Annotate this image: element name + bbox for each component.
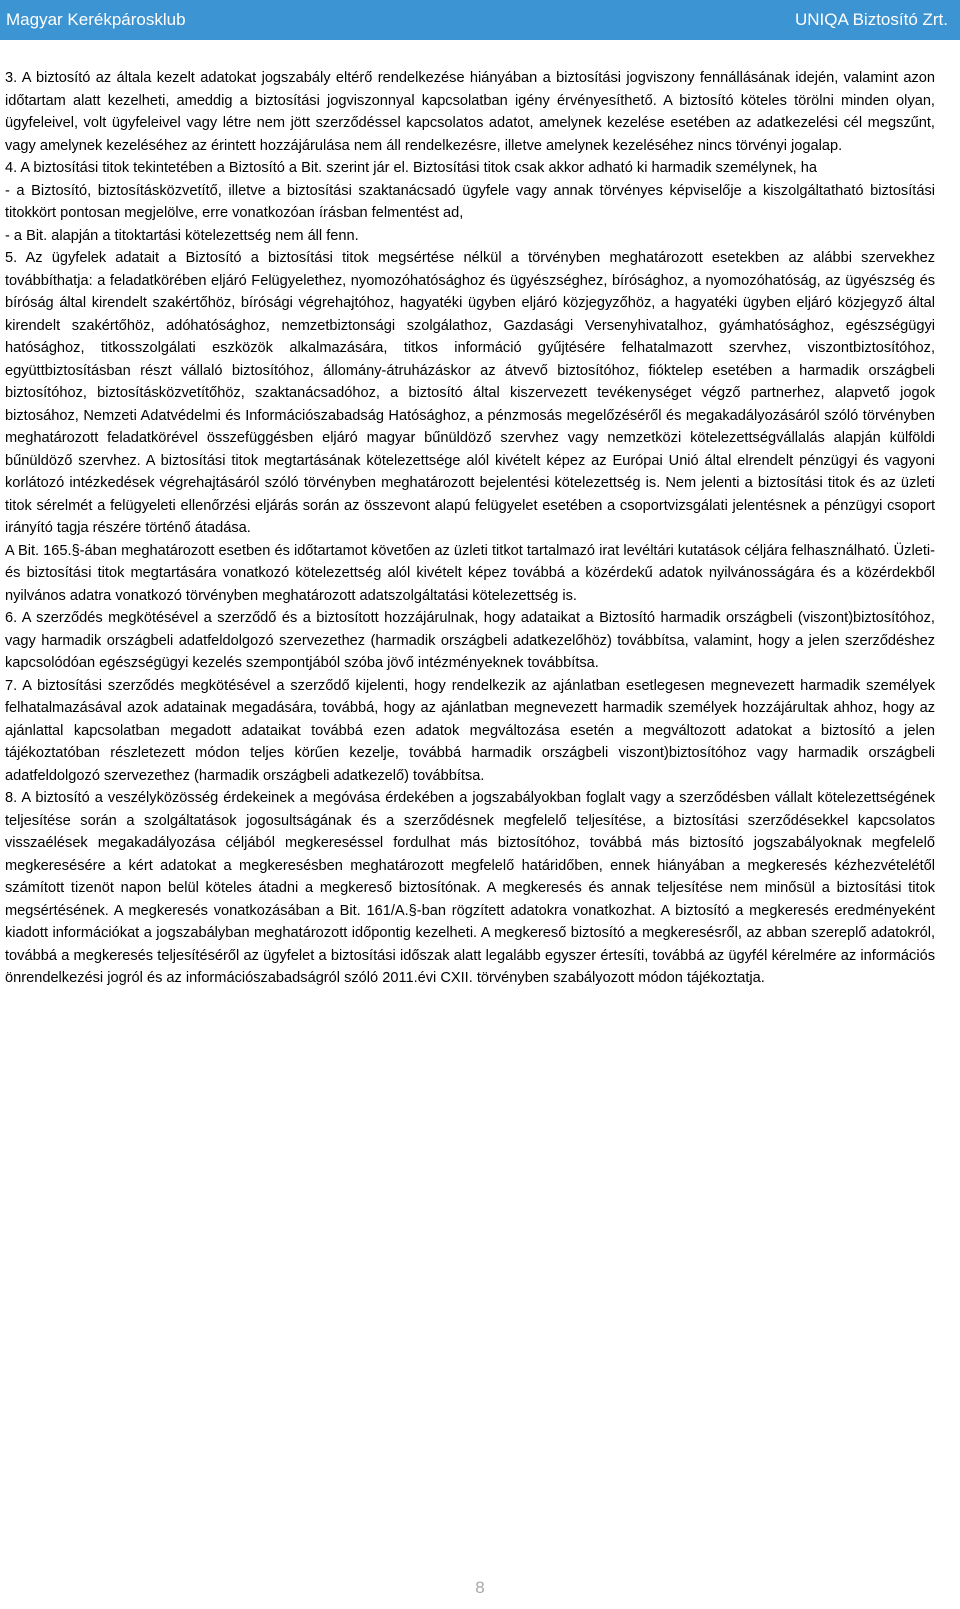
paragraph-6: 6. A szerződés megkötésével a szerződő és a biztosított hozzájárulnak, hogy adataikat a Biztosító harmadik országbeli (viszont)biztosítóhoz, vagy harmadik országbeli adatfeldolgozó szervezethez (harmadik országbeli adatkezelőhöz) továbbítsa, valamint, hogy a jelen szerződéshez kapcsolódóan egészségügyi kezelés szempontjából szóba jövő intézményeknek továbbítsa.: [5, 610, 935, 671]
document-body: [5, 67, 935, 990]
paragraph-3: 3. A biztosító az általa kezelt adatokat jogszabály eltérő rendelkezése hiányában a biztosítási jogviszony fennállásának idején, valamint azon időtartam alatt kezelheti, ameddig a biztosítási jogviszonnyal kapcsolatban igény érvényesíthető. A biztosító köteles törölni minden olyan, ügyfeleivel, volt ügyfeleivel vagy létre nem jött szerződéssel kapcsolatos adatot, amelynek kezelése esetében az adatkezelési cél megszűnt, vagy amelynek kezeléséhez az érintett hozzájárulása nem áll rendelkezésre, illetve amelynek kezeléséhez nincs törvényi jogalap.: [5, 70, 935, 154]
header-organization: Magyar Kerékpárosklub: [6, 10, 186, 29]
paragraph-7: 7. A biztosítási szerződés megkötésével a szerződő kijelenti, hogy rendelkezik az ajánlatban esetlegesen megnevezett harmadik személyek felhatalmazásával azok adatainak megadására, továbbá, hogy az ajánlatban megnevezett harmadik személyek hozzájárultak ahhoz, hogy az ajánlattal kapcsolatban megadott adataikat továbbá ezen adatok megváltozása esetén a megváltozott adatokat a biztosító a jelen tájékoztatóban részletezett módon teljes körűen kezelje, továbbá harmadik országbeli viszont)biztosítóhoz vagy harmadik országbeli adatfeldolgozó szervezethez (harmadik országbeli adatkezelő) továbbítsa.: [5, 677, 935, 784]
paragraph-5: 5. Az ügyfelek adatait a Biztosító a biztosítási titok megsértése nélkül a törvényben meghatározott esetekben az alábbi szervekhez továbbíthatja: a feladatkörében eljáró Felügyelethez, nyomozóhatósághoz és ügyészséghez, bírósághoz, a nyomozóhatóság, az ügyészség és bíróság által kirendelt szakértőhöz, bírósági végrehajtóhoz, hagyatéki ügyben eljáró közjegyzőhöz, a hagyatéki ügyben eljáró közjegyző által kirendelt szakértőhöz, adóhatósághoz, nemzetbiztonsági szolgálathoz, Gazdasági Versenyhivatalhoz, gyámhatósághoz, egészségügyi hatósághoz, titkosszolgálati eszközök alkalmazására, titkos információ gyűjtésére felhatalmazott szervhez, viszontbiztosítóhoz, együttbiztosításban részt vállaló biztosítóhoz, állomány-átruházáskor az átvevő biztosítóhoz, fióktelep esetében a harmadik országbeli biztosítóhoz, biztosításközvetítőhöz, szaktanácsadóhoz, a biztosító által kiszervezett tevékenységet végző partnerhez, alapvető jogok biztosához, Nemzeti Adatvédelmi és Információszabadság Hatósághoz, a pénzmosás megelőzéséről és megakadályozásáról szóló törvényben meghatározott feladatkörével összefüggésben eljáró magyar bűnüldöző szervhez vagy nemzetközi kötelezettségvállalás alapján külföldi bűnüldöző szervhez. A biztosítási titok megtartásának kötelezettsége alól kivételt képez az Európai Unió által elrendelt pénzügyi és vagyoni korlátozó intézkedések végrehajtásáról szóló törvényben meghatározott bejelentési kötelezettség is. Nem jelenti a biztosítási titok és az üzleti titok sérelmét a felügyeleti ellenőrzési eljárás során az összevont alapú felügyelet esetében a csoportvizsgálati jelentésnek a pénzügyi csoport irányító tagja részére történő átadása.: [5, 250, 935, 536]
paragraph-4: 4. A biztosítási titok tekintetében a Biztosító a Bit. szerint jár el. Biztosítási titok csak akkor adható ki harmadik személynek, ha: [5, 160, 817, 176]
paragraph-5-continued: A Bit. 165.§-ában meghatározott esetben és időtartamot követően az üzleti titkot tartalmazó irat levéltári kutatások céljára felhasználható. Üzleti- és biztosítási titok megtartására vonatkozó kötelezettség alól kivételt képez továbbá a közérdekű adatok nyilvánosságára és a közérdekből nyilvános adatra vonatkozó törvényben meghatározott adatszolgáltatási kötelezettség is.: [5, 542, 935, 604]
paragraph-8: 8. A biztosító a veszélyközösség érdekeinek a megóvása érdekében a jogszabályokban foglalt vagy a szerződésben vállalt kötelezettségének teljesítése során a szolgáltatások jogosultságának és a szerződésnek megfelelő teljesítése, a biztosítási szerződésekkel kapcsolatos visszaélések megakadályozása céljából megkereséssel fordulhat más biztosítóhoz, továbbá más biztosító jogszabályoknak megfelelő megkeresésére a kért adatokat a megkeresésben meghatározott megfelelő határidőben, ennek hiányában a megkeresés kézhezvételétől számított tizenöt napon belül köteles átadni a megkereső biztosítónak. A megkeresés és annak teljesítése nem minősül a biztosítási titok megsértésének. A megkeresés vonatkozásában a Bit. 161/A.§-ban rögzített adatokra vonatkozhat. A biztosító a megkeresés eredményeként kiadott információkat a jogszabályban meghatározott időpontig kezelheti. A megkereső biztosító a megkeresésről, az abban szereplő adatokról, továbbá a megkeresés teljesítéséről az ügyfelet a biztosítási időszak alatt legalább egyszer értesíti, továbbá az ügyfél kérelmére az információs önrendelkezési jogról és az információszabadságról szóló 2011.évi CXII. törvényben szabályozott módon tájékoztatja.: [5, 790, 935, 986]
header-insurer: UNIQA Biztosító Zrt.: [794, 10, 948, 29]
page-number: 8: [475, 1578, 485, 1597]
paragraph-4-condition-1: - a Biztosító, biztosításközvetítő, illetve a biztosítási szaktanácsadó ügyfele vagy annak törvényes képviselője a kiszolgáltatható biztosítási titokkört pontosan megjelölve, erre vonatkozóan írásban felmentést ad,: [5, 182, 935, 221]
paragraph-4-condition-2: - a Bit. alapján a titoktartási kötelezettség nem áll fenn.: [5, 227, 359, 244]
document-header: [0, 0, 960, 40]
